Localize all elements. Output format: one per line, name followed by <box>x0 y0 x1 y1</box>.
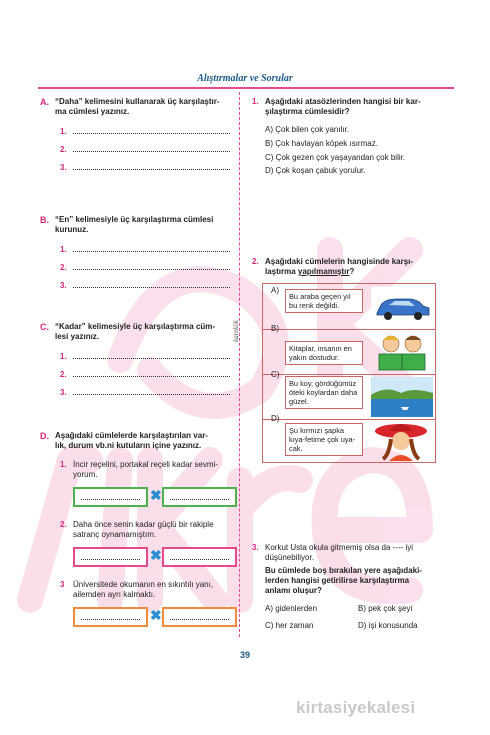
answer-box-left[interactable] <box>73 547 148 567</box>
page-header-title: Alıştırmalar ve Sorular <box>197 73 293 84</box>
section-c-question: “Kadar” kelimesiyle üç karşılaştırma cüm- lesi yazınız. <box>55 322 216 341</box>
question-3-option-a[interactable]: A) gidenlerden <box>265 604 318 613</box>
option-text: Bu koy, gördüğümüz öteki koylardan daha güzel. <box>285 376 363 409</box>
answer-line[interactable] <box>73 371 230 377</box>
answer-line[interactable] <box>73 146 230 152</box>
question-2-text: Aşağıdaki cümlelerin hangisinde karşı- laştırma yapılmamıştır? <box>265 257 414 276</box>
option-text: Bu araba geçen yıl bu renk değildi. <box>285 289 363 313</box>
question-2-number: 2. <box>252 257 259 266</box>
section-d-item-1-text: İncir reçelini, portakal reçeli kadar sevmi- yorum. <box>73 460 218 479</box>
section-a-item-2: 2. <box>60 145 67 154</box>
section-b-letter: B. <box>40 215 49 225</box>
section-a-question: “Daha” kelimesini kullanarak üç karşılaştır- ma cümlesi yazınız. <box>55 97 220 116</box>
question-2-option-d[interactable] <box>263 414 435 464</box>
question-2-option-a[interactable] <box>263 284 435 329</box>
option-text: Şu kırmızı şapka kıya-fetime çok uya- cak. <box>285 423 363 456</box>
section-c-item-1: 1. <box>60 352 67 361</box>
question-3-text: Bu cümlede boş bırakılan yere aşağıdaki- lerden hangisi getirilirse karşılaştırma anlamı oluşur? <box>265 566 422 595</box>
question-1-option-a[interactable]: A) Çok bilen çok yanılır. <box>265 125 350 134</box>
section-d-letter: D. <box>40 431 49 441</box>
question-3-option-b[interactable]: B) pek çok şeyi <box>358 604 413 613</box>
question-2-options-grid <box>262 283 436 463</box>
section-d-item-3-num: 3 <box>60 580 65 589</box>
question-2-underlined: yapılmamıştır <box>297 267 350 276</box>
section-c-item-2: 2. <box>60 370 67 379</box>
section-b-item-3: 3. <box>60 281 67 290</box>
reading-kids-icon <box>371 332 433 372</box>
section-d-item-3-text: Üniversitede okumanın en sıkıntılı yanı, ailemden ayrı kalmaktı. <box>73 580 214 599</box>
section-a-letter: A. <box>40 97 49 107</box>
option-label: D) <box>271 414 280 423</box>
answer-line[interactable] <box>73 264 230 270</box>
answer-box-right[interactable] <box>162 487 237 507</box>
section-b-item-1: 1. <box>60 245 67 254</box>
answer-line[interactable] <box>73 353 230 359</box>
cross-icon: ✖ <box>150 607 162 623</box>
question-3-number: 3. <box>252 543 259 552</box>
cross-icon: ✖ <box>150 487 162 503</box>
question-3-option-d[interactable]: D) işi konusunda <box>358 621 418 630</box>
answer-line[interactable] <box>73 128 230 134</box>
answer-box-right[interactable] <box>162 607 237 627</box>
header-rule <box>38 87 454 89</box>
option-label: C) <box>271 370 280 379</box>
question-1-option-c[interactable]: C) Çok gezen çok yaşayandan çok bilir. <box>265 153 406 162</box>
question-1-number: 1. <box>252 97 259 106</box>
answer-line[interactable] <box>73 282 230 288</box>
question-1-option-d[interactable]: D) Çok koşan çabuk yorulur. <box>265 166 366 175</box>
option-text: Kitaplar, insanın en yakın dostudur. <box>285 341 363 365</box>
column-divider <box>239 92 240 637</box>
section-d-question: Aşağıdaki cümlelerde karşılaştırılan var- lık, durum vb.ni kutuların içine yazınız. <box>55 431 208 450</box>
option-label: A) <box>271 286 279 295</box>
answer-box-right[interactable] <box>162 547 237 567</box>
section-d-item-2-num: 2. <box>60 520 67 529</box>
section-d-item-1-num: 1. <box>60 460 67 469</box>
answer-line[interactable] <box>73 246 230 252</box>
section-a-item-1: 1. <box>60 127 67 136</box>
page-number: 39 <box>239 650 250 660</box>
section-a-item-3: 3. <box>60 163 67 172</box>
option-label: B) <box>271 324 279 333</box>
answer-line[interactable] <box>73 389 230 395</box>
car-icon <box>371 287 433 327</box>
section-b-question: “En” kelimesiyle üç karşılaştırma cümlesi kurunuz. <box>55 215 214 234</box>
site-watermark: kirtasiyekalesi <box>296 698 416 717</box>
question-1-text: Aşağıdaki atasözlerinden hangisi bir kar- şılaştırma cümlesidir? <box>265 97 421 116</box>
section-c-item-3: 3. <box>60 388 67 397</box>
question-1-option-b[interactable]: B) Çok havlayan köpek ısırmaz. <box>265 139 378 148</box>
section-d-item-2-text: Daha önce senin kadar güçlü bir rakiple satranç oynamamıştım. <box>73 520 214 539</box>
question-3-sentence: Korkut Usta okula gitmemiş olsa da ---- iyi düşünebiliyor. <box>265 543 414 562</box>
answer-box-left[interactable] <box>73 487 148 507</box>
question-2-option-b[interactable] <box>263 324 435 374</box>
section-c-letter: C. <box>40 322 49 332</box>
question-3-option-c[interactable]: C) her zaman <box>265 621 314 630</box>
answer-box-left[interactable] <box>73 607 148 627</box>
answer-line[interactable] <box>73 164 230 170</box>
woman-hat-icon <box>371 421 433 461</box>
section-b-item-2: 2. <box>60 263 67 272</box>
cross-icon: ✖ <box>150 547 162 563</box>
question-2-option-c[interactable] <box>263 370 435 419</box>
side-logo-text: karekök <box>232 320 240 342</box>
bay-landscape-icon <box>371 377 433 417</box>
